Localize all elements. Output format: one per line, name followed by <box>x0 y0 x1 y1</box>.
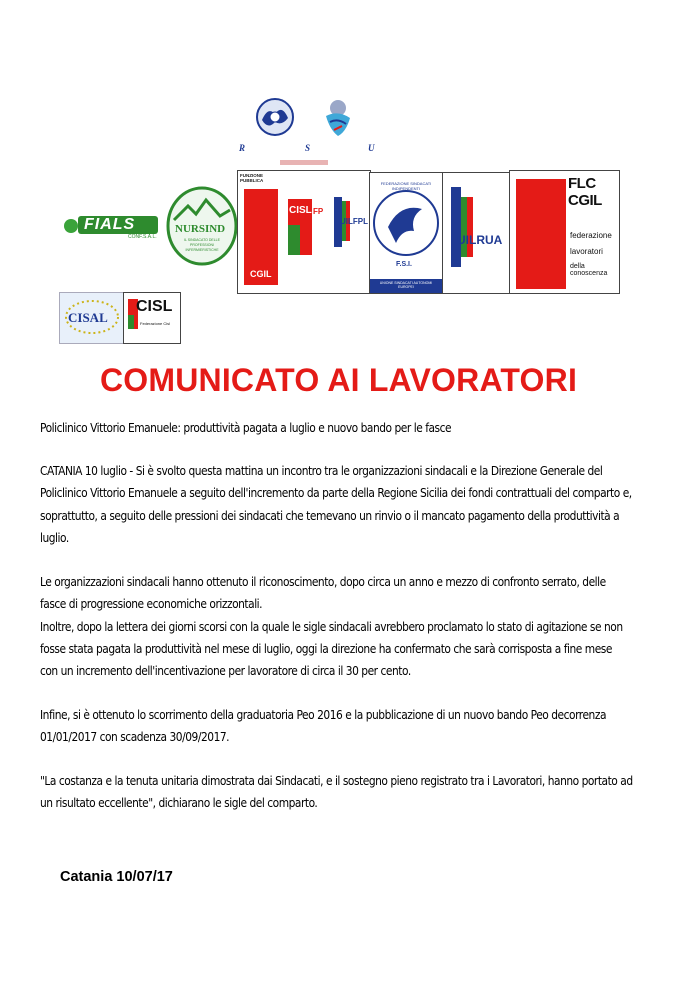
fials-text: FIALS <box>84 216 136 233</box>
fials-sub: CONF.S.A.L. <box>128 234 157 240</box>
cgil-fp-block <box>237 170 371 294</box>
cisal-logo <box>59 292 125 344</box>
cisl-fp-logo <box>286 195 326 265</box>
fsi-logo <box>369 172 443 294</box>
flc-cgil-title: FLC CGIL <box>568 175 602 209</box>
paragraph-4-line-2: un risultato eccellente", dichiarano le sigle del comparto. <box>40 795 318 811</box>
cisal-text: CISAL <box>68 310 108 325</box>
footer-date: Catania 10/07/17 <box>60 869 173 885</box>
headline <box>40 417 640 439</box>
paragraph-1-line-4: luglio. <box>40 529 69 545</box>
cgil-fp-logo <box>240 173 278 285</box>
flc-cgil-logo <box>509 170 620 294</box>
fials-logo <box>62 210 162 240</box>
cgil-fp-top: FUNZIONE PUBBLICA <box>240 173 264 183</box>
uil-fpl-logo <box>330 193 368 263</box>
rsu-emblem-right <box>316 96 360 140</box>
fsi-mid-text: F.S.I. <box>396 261 412 268</box>
flc-cgil-line-2: lavoratori <box>570 247 603 256</box>
paragraph-1-line-2: Policlinico Vittorio Emanuele a seguito dell'incremento da parte della Regione Sicilia dei fondi contrattuali del comparto e, <box>40 485 632 501</box>
paragraph-2-line-5: con un incremento dell'incentivazione per lavoratore di circa il 30 per cento. <box>40 663 411 679</box>
fsi-bottom-text: UNIONE SINDACATI AUTONOMI EUROPEI <box>379 281 433 289</box>
uilrua-text: UILRUA <box>457 233 503 247</box>
paragraph-1 <box>40 460 640 549</box>
cgil-fp-bottom: CGIL <box>250 269 272 279</box>
flc-cgil-line-1: federazione <box>570 231 612 240</box>
paragraph-3-line-2: 01/01/2017 con scadenza 30/09/2017. <box>40 729 230 745</box>
cisl-fed-text: CISL <box>136 298 173 315</box>
rsu-emblem-left <box>254 96 296 138</box>
paragraph-1-line-3: soprattutto, a seguito delle pressioni dei sindacati che temevano un rinvio o il mancato pagamento della produttività a <box>40 507 620 523</box>
nursind-sub: IL SINDACATO DELLE PROFESSIONI INFERMIERISTICHE <box>184 238 220 252</box>
paragraph-1-line-1: CATANIA 10 luglio - Si è svolto questa mattina un incontro tra le organizzazioni sindacali e la Direzione Generale del <box>40 463 603 478</box>
paragraph-2-line-2: fasce di progressione economiche orizzontali. <box>40 596 263 612</box>
uilrua-logo <box>442 172 510 294</box>
flc-cgil-line-3: della conoscenza <box>570 263 608 277</box>
fsi-ring-text: FEDERAZIONE SINDACATI INDIPENDENTI <box>380 181 432 191</box>
rsu-letter-u: U <box>368 143 375 153</box>
paragraph-3 <box>40 704 640 749</box>
cisl-fed-logo <box>123 292 181 344</box>
nursind-text: NURSIND <box>175 223 226 235</box>
paragraph-4 <box>40 770 640 815</box>
headline-text: Policlinico Vittorio Emanuele: produttività pagata a luglio e nuovo bando per le fasce <box>40 420 452 435</box>
nursind-logo <box>166 186 238 266</box>
paragraph-2-line-1: Le organizzazioni sindacali hanno ottenuto il riconoscimento, dopo circa un anno e mezzo di confronto serrato, delle <box>40 574 606 589</box>
rsu-letter-r: R <box>239 143 246 153</box>
paragraph-2 <box>40 571 640 682</box>
paragraph-2-line-4: fosse stata pagata la produttività nel mese di luglio, oggi la direzione ha confermato che sarà corrisposta a fine mese <box>40 640 612 656</box>
cisl-fed-sub: Federazione Cisl <box>140 321 171 326</box>
rsu-letter-s: S <box>305 143 311 153</box>
cisl-fp-sub: FP <box>313 207 324 216</box>
page-title: COMUNICATO AI LAVORATORI <box>99 362 578 398</box>
uil-fpl-text: UILFPL <box>340 217 368 226</box>
paragraph-3-line-1: Infine, si è ottenuto lo scorrimento della graduatoria Peo 2016 e la pubblicazione di un nuovo bando Peo decorrenza <box>40 707 607 722</box>
rsu-divider-mark <box>280 160 328 165</box>
paragraph-2-line-3: Inoltre, dopo la lettera dei giorni scorsi con la quale le sigle sindacali avrebbero proclamato lo stato di agitazione se non <box>40 618 623 634</box>
cisl-fp-text: CISL <box>289 205 312 216</box>
paragraph-4-line-1: "La costanza e la tenuta unitaria dimostrata dai Sindacati, e il sostegno pieno registrato tra i Lavoratori, hanno portato ad <box>40 773 633 788</box>
